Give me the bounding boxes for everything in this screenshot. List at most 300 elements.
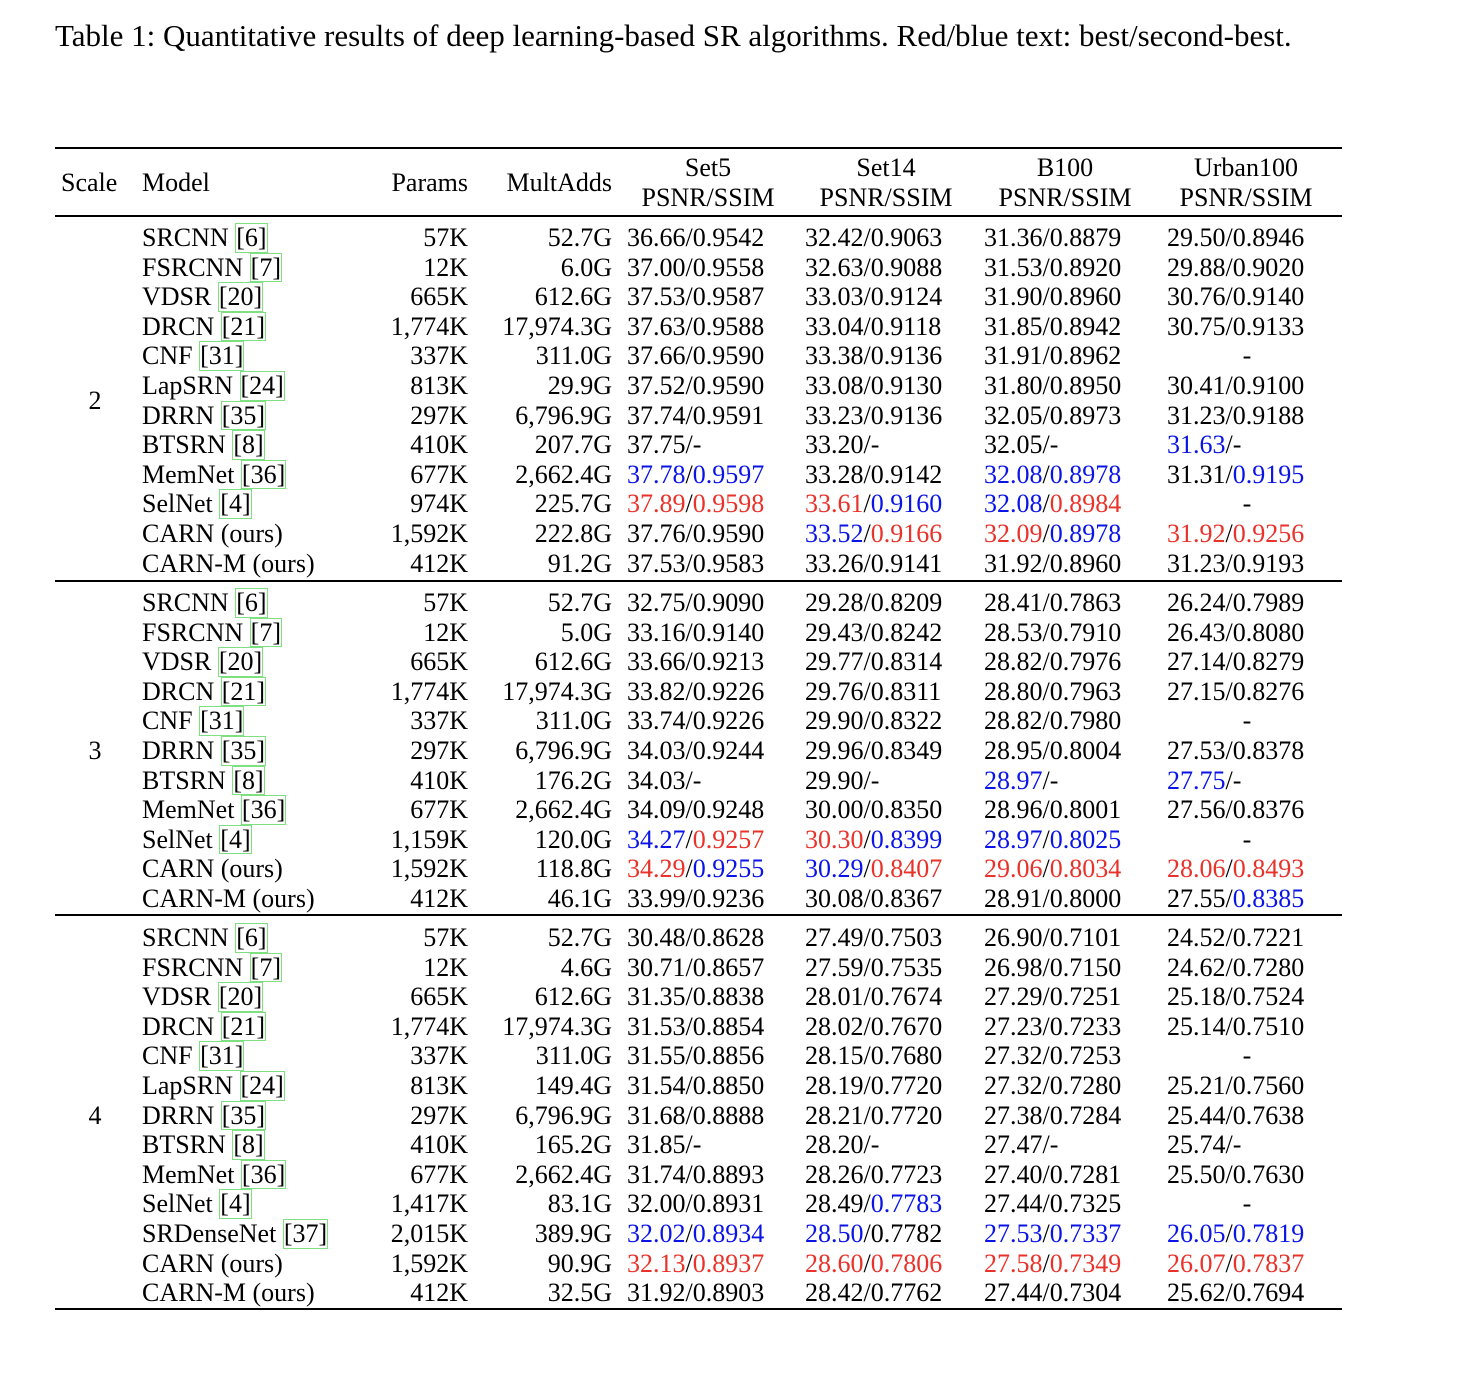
metric-separator: / [685,1071,693,1100]
ssim-value: 0.8209 [870,588,943,617]
metric-separator: / [1042,400,1050,430]
model-label: VDSR [142,282,212,312]
params-value: 337K [410,1041,468,1071]
metric-separator: / [685,430,693,460]
metric-psnr-ssim [805,312,941,342]
params-value: 12K [423,952,468,982]
citation-link[interactable]: [8] [233,430,264,460]
ssim-value: 0.9591 [692,400,765,430]
metric-psnr-ssim [1167,677,1304,707]
metric-psnr-ssim [984,312,1121,342]
metric-psnr-ssim [627,549,764,579]
ssim-value: 0.8493 [1232,854,1305,884]
ssim-value: 0.9118 [870,311,942,341]
metric-psnr-ssim [805,489,942,519]
metric-separator: / [1225,519,1233,548]
metric-missing: - [1242,341,1252,371]
metric-separator: / [685,617,693,647]
metric-separator: / [685,676,693,706]
model-label: BTSRN [142,765,226,795]
table-row [0,854,1464,884]
header-rule [55,215,1342,217]
params-value: 1,417K [390,1189,468,1219]
citation-link[interactable]: [20] [218,647,263,677]
multadds-value: 6,796.9G [515,736,612,765]
ssim-value: 0.9088 [870,252,943,282]
psnr-value: 34.03 [627,765,686,795]
ssim-value: 0.8276 [1232,676,1305,706]
metric-separator: / [1225,1100,1233,1130]
params-value: 665K [410,982,468,1012]
citation-number: 31 [208,341,235,371]
multadds-value: 83.1G [547,1189,612,1219]
citation-link[interactable]: [31] [200,1041,244,1071]
params-value: 297K [410,1100,468,1130]
model-name [142,766,265,796]
ssim-value: 0.8376 [1232,795,1305,825]
params-value: 1,774K [390,1011,468,1041]
metric-psnr-ssim [1167,923,1304,953]
multadds-value: 17,974.3G [502,311,612,341]
table-row [0,923,1464,953]
ssim-value: 0.7349 [1049,1248,1122,1278]
metric-separator: / [1042,459,1050,489]
ssim-value: 0.7723 [870,1159,943,1189]
metric-separator: / [1042,1130,1050,1160]
model-name [142,884,315,914]
metric-separator: / [1042,341,1050,371]
metric-psnr-ssim [627,854,764,884]
model-label: SelNet [142,1189,213,1219]
ssim-value: 0.8893 [692,1159,765,1189]
metric-separator: / [685,1219,693,1248]
table-row [0,282,1464,312]
citation-link[interactable]: [8] [233,1130,264,1160]
ssim-value: 0.8978 [1049,519,1122,548]
table-row [0,1101,1464,1131]
psnr-value: 29.28 [805,588,864,617]
psnr-value: 31.35 [627,982,686,1012]
model-label: MemNet [142,795,235,825]
ssim-value: 0.8378 [1232,736,1305,765]
psnr-value: 37.66 [627,341,686,371]
psnr-value: 28.49 [805,1189,864,1219]
metric-separator: / [1225,617,1233,647]
model-name [142,795,286,825]
metric-psnr-ssim [627,588,764,618]
table-row [0,795,1464,825]
citation-link[interactable]: [21] [221,676,266,706]
psnr-value: 37.76 [627,519,686,548]
metric-psnr-ssim [805,825,942,855]
model-name [142,647,263,677]
citation-link[interactable]: [7] [250,617,281,647]
metric-separator: / [863,311,871,341]
model-label: CNF [142,706,193,736]
citation-link[interactable]: [36] [241,1159,286,1189]
metric-separator: / [863,617,871,647]
psnr-value: 30.30 [805,824,864,854]
table-row [0,1130,1464,1160]
table-row [0,253,1464,283]
model-name [142,1012,266,1042]
metric-separator: / [863,1159,871,1189]
ssim-value: 0.9590 [692,341,765,371]
citation-number: 6 [244,923,258,952]
citation-number: 7 [259,617,273,647]
metric-psnr-ssim [805,618,942,648]
multadds-value: 207.7G [534,430,612,460]
psnr-value: 31.23 [1167,548,1226,578]
metric-separator: / [685,548,693,578]
metric-psnr-ssim [1167,982,1304,1012]
psnr-value: 33.61 [805,489,864,519]
metric-psnr-ssim [1167,1278,1304,1308]
multadds-value: 17,974.3G [502,1011,612,1041]
psnr-value: 27.53 [984,1219,1043,1248]
metric-psnr-ssim [627,795,764,825]
metric-separator: / [685,706,693,736]
citation-link[interactable]: [24] [240,1071,284,1100]
psnr-value: 27.15 [1167,676,1226,706]
citation-link[interactable]: [6] [236,923,267,952]
citation-number: 8 [241,430,255,460]
citation-link[interactable]: [4] [220,1189,251,1219]
multadds-value: 2,662.4G [515,459,612,489]
table-row [0,371,1464,401]
psnr-value: 29.50 [1167,223,1226,252]
ssim-value: 0.7510 [1232,1011,1305,1041]
ssim-value: 0.9590 [692,519,765,548]
multadds-value: 149.4G [534,1071,612,1100]
metric-separator: / [1042,706,1050,736]
metric-separator: / [863,952,871,982]
psnr-value: 31.55 [627,1041,686,1071]
citation-number: 24 [249,1071,276,1100]
psnr-value: 29.06 [984,854,1043,884]
psnr-value: 31.63 [1167,430,1226,460]
table-row [0,1071,1464,1101]
citation-number: 4 [228,1189,242,1219]
ssim-value: 0.7783 [870,1189,943,1219]
psnr-value: 37.75 [627,430,686,460]
ssim-value: 0.8879 [1049,223,1122,252]
ssim-value: 0.8350 [870,795,943,825]
psnr-value: 32.02 [627,1219,686,1248]
metric-separator: / [1042,371,1050,400]
metric-psnr-ssim [627,312,764,342]
citation-number: 8 [241,765,255,795]
psnr-value: 34.09 [627,795,686,825]
ssim-value: 0.8000 [1049,884,1122,913]
metric-psnr-ssim [984,519,1121,549]
metric-separator: / [863,1189,871,1219]
psnr-value: 30.48 [627,923,686,952]
ssim-value: 0.7638 [1232,1100,1305,1130]
model-label: DRCN [142,1011,215,1041]
metric-separator: / [685,952,693,982]
multadds-value: 311.0G [535,1041,612,1071]
metric-psnr-ssim [805,519,942,549]
psnr-value: 26.07 [1167,1248,1226,1278]
group-divider [55,914,1342,916]
multadds-value: 2,662.4G [515,795,612,825]
citation-link[interactable]: [21] [221,1011,266,1041]
multadds-value: 4.6G [560,952,612,982]
model-name [142,1041,244,1071]
table-row [0,1278,1464,1308]
psnr-value: 33.16 [627,617,686,647]
metric-psnr-ssim [805,1012,942,1042]
metric-psnr-ssim [627,825,764,855]
citation-link[interactable]: [31] [200,706,244,736]
citation-link[interactable]: [35] [221,736,266,765]
citation-link[interactable]: [7] [250,252,281,282]
psnr-value: 26.43 [1167,617,1226,647]
model-name [142,371,285,401]
psnr-value: 33.08 [805,371,864,400]
ssim-value: 0.8942 [1049,311,1122,341]
metric-psnr-ssim [805,1101,942,1131]
metric-psnr-ssim [984,223,1121,253]
citation-link[interactable]: [31] [200,341,244,371]
model-label: VDSR [142,982,212,1012]
citation-link[interactable]: [4] [220,489,251,519]
citation-number: 35 [230,1100,257,1130]
citation-link[interactable]: [6] [236,588,267,617]
params-value: 665K [410,282,468,312]
multadds-value: 2,662.4G [515,1159,612,1189]
psnr-value: 37.53 [627,282,686,312]
metric-separator: / [1042,519,1050,548]
params-value: 677K [410,795,468,825]
ssim-value: 0.8080 [1232,617,1305,647]
metric-psnr-ssim [984,825,1121,855]
citation-link[interactable]: [36] [241,459,286,489]
model-name [142,825,252,855]
metric-separator: / [863,1278,871,1308]
psnr-value: 36.66 [627,223,686,252]
multadds-value: 91.2G [547,548,612,578]
metric-missing: - [1242,706,1252,736]
metric-psnr-ssim [984,401,1121,431]
citation-link[interactable]: [4] [220,824,251,854]
table-row [0,519,1464,549]
multadds-value: 5.0G [560,617,612,647]
psnr-value: 27.40 [984,1159,1043,1189]
psnr-value: 29.88 [1167,252,1226,282]
citation-link[interactable]: [35] [221,1100,266,1130]
metric-separator: / [685,1278,693,1308]
psnr-value: 27.53 [1167,736,1226,765]
psnr-value: 30.41 [1167,371,1226,400]
table-row [0,766,1464,796]
header-b100-name: B100 [1036,153,1094,182]
metric-separator: / [863,647,871,677]
ssim-value: 0.7989 [1232,588,1305,617]
model-name [142,1278,315,1308]
model-name [142,736,266,766]
metric-psnr-ssim [984,549,1121,579]
psnr-value: 27.75 [1167,765,1226,795]
metric-psnr-ssim [984,736,1121,766]
table-row [0,706,1464,736]
model-label: LapSRN [142,1071,233,1100]
ssim-value: 0.9597 [692,459,765,489]
metric-psnr-ssim [627,1189,764,1219]
params-value: 57K [423,223,468,252]
multadds-value: 612.6G [534,647,612,677]
psnr-value: 29.77 [805,647,864,677]
model-label: MemNet [142,1159,235,1189]
citation-link[interactable]: [6] [236,223,267,252]
psnr-value: 28.02 [805,1011,864,1041]
ssim-value: 0.9226 [692,706,765,736]
psnr-value: 33.28 [805,459,864,489]
metric-psnr-ssim [984,766,1058,796]
psnr-value: 27.44 [984,1278,1043,1308]
metric-separator: / [1225,1278,1233,1308]
ssim-value: 0.8025 [1049,824,1122,854]
model-label: BTSRN [142,430,226,460]
multadds-value: 118.8G [535,854,612,884]
ssim-value: 0.7535 [870,952,943,982]
bottom-rule [55,1308,1342,1310]
ssim-value: 0.8960 [1049,548,1122,578]
metric-psnr-ssim [805,884,942,914]
metric-separator: / [685,588,693,617]
citation-number: 7 [259,252,273,282]
psnr-value: 29.76 [805,676,864,706]
citation-link[interactable]: [20] [218,282,263,312]
metric-separator: / [1042,1189,1050,1219]
metric-psnr-ssim [984,953,1121,983]
metric-psnr-ssim [984,1101,1121,1131]
metric-separator: / [1042,548,1050,578]
citation-link[interactable]: [7] [250,952,281,982]
table-row [0,341,1464,371]
citation-number: 31 [208,1041,235,1071]
psnr-value: 26.90 [984,923,1043,952]
citation-link[interactable]: [8] [233,765,264,795]
psnr-value: 30.71 [627,952,686,982]
ssim-value: 0.8004 [1049,736,1122,765]
model-name [142,1101,266,1131]
metric-psnr-ssim [627,519,764,549]
metric-separator: / [685,459,693,489]
table-row [0,1160,1464,1190]
metric-missing: - [1242,824,1252,854]
header-set14-name: Set14 [856,153,916,182]
metric-psnr-ssim [627,1219,764,1249]
metric-psnr-ssim [627,371,764,401]
citation-link[interactable]: [21] [221,311,266,341]
citation-link[interactable]: [37] [283,1219,328,1248]
citation-link[interactable]: [35] [221,400,266,430]
ssim-value: 0.9542 [692,223,765,252]
params-value: 665K [410,647,468,677]
model-name [142,341,244,371]
ssim-value: 0.9255 [692,854,765,884]
citation-link[interactable]: [24] [240,371,284,400]
multadds-value: 165.2G [534,1130,612,1160]
ssim-value: 0.7782 [870,1219,943,1248]
model-name [142,401,266,431]
citation-number: 31 [208,706,235,736]
model-label: FSRCNN [142,252,244,282]
metric-psnr-ssim [984,618,1121,648]
metric-separator: / [863,736,871,765]
metric-psnr-ssim [805,430,879,460]
model-label: FSRCNN [142,617,244,647]
metric-psnr-ssim [805,923,942,953]
header-model: Model [142,168,210,197]
ssim-value: 0.9244 [692,736,765,765]
ssim-value: 0.8279 [1232,647,1305,677]
metric-missing: - [1242,489,1252,519]
model-name [142,312,266,342]
metric-separator: / [863,519,871,548]
multadds-value: 17,974.3G [502,676,612,706]
model-label: DRRN [142,1100,215,1130]
metric-separator: / [685,282,693,312]
psnr-value: 28.19 [805,1071,864,1100]
citation-link[interactable]: [36] [241,795,286,825]
ssim-value: 0.9256 [1232,519,1305,548]
psnr-value: 30.29 [805,854,864,884]
metric-separator: / [1042,252,1050,282]
model-label: CARN (ours) [142,1248,283,1278]
metric-separator: / [863,706,871,736]
multadds-value: 120.0G [534,824,612,854]
metric-psnr-ssim [1167,223,1304,253]
psnr-value: 28.95 [984,736,1043,765]
ssim-value: 0.8407 [870,854,943,884]
params-value: 813K [410,371,468,400]
psnr-value: 33.99 [627,884,686,913]
metric-psnr-ssim [984,460,1121,490]
metric-separator: / [1042,854,1050,884]
psnr-value: 27.32 [984,1071,1043,1100]
metric-psnr-ssim [1167,1249,1304,1279]
psnr-value: 33.26 [805,548,864,578]
metric-separator: / [685,884,693,913]
psnr-value: 31.36 [984,223,1043,252]
psnr-value: 33.23 [805,400,864,430]
metric-separator: / [1042,489,1050,519]
table-row [0,647,1464,677]
metric-psnr-ssim [627,1160,764,1190]
ssim-value: 0.9248 [692,795,765,825]
ssim-value: 0.8946 [1232,223,1305,252]
model-label: MemNet [142,459,235,489]
psnr-value: 33.20 [805,430,864,460]
citation-number: 4 [228,824,242,854]
psnr-value: 29.43 [805,617,864,647]
metric-psnr-ssim [984,371,1121,401]
metric-psnr-ssim [627,1041,764,1071]
ssim-value: 0.9100 [1232,371,1305,400]
citation-link[interactable]: [20] [218,982,263,1012]
metric-psnr-ssim [1167,1160,1304,1190]
metric-separator: / [1225,548,1233,578]
model-name [142,677,266,707]
psnr-value: 25.44 [1167,1100,1226,1130]
metric-separator: / [863,1219,871,1248]
ssim-value: 0.7670 [870,1011,943,1041]
psnr-value: 37.63 [627,311,686,341]
ssim-value: 0.9226 [692,676,765,706]
